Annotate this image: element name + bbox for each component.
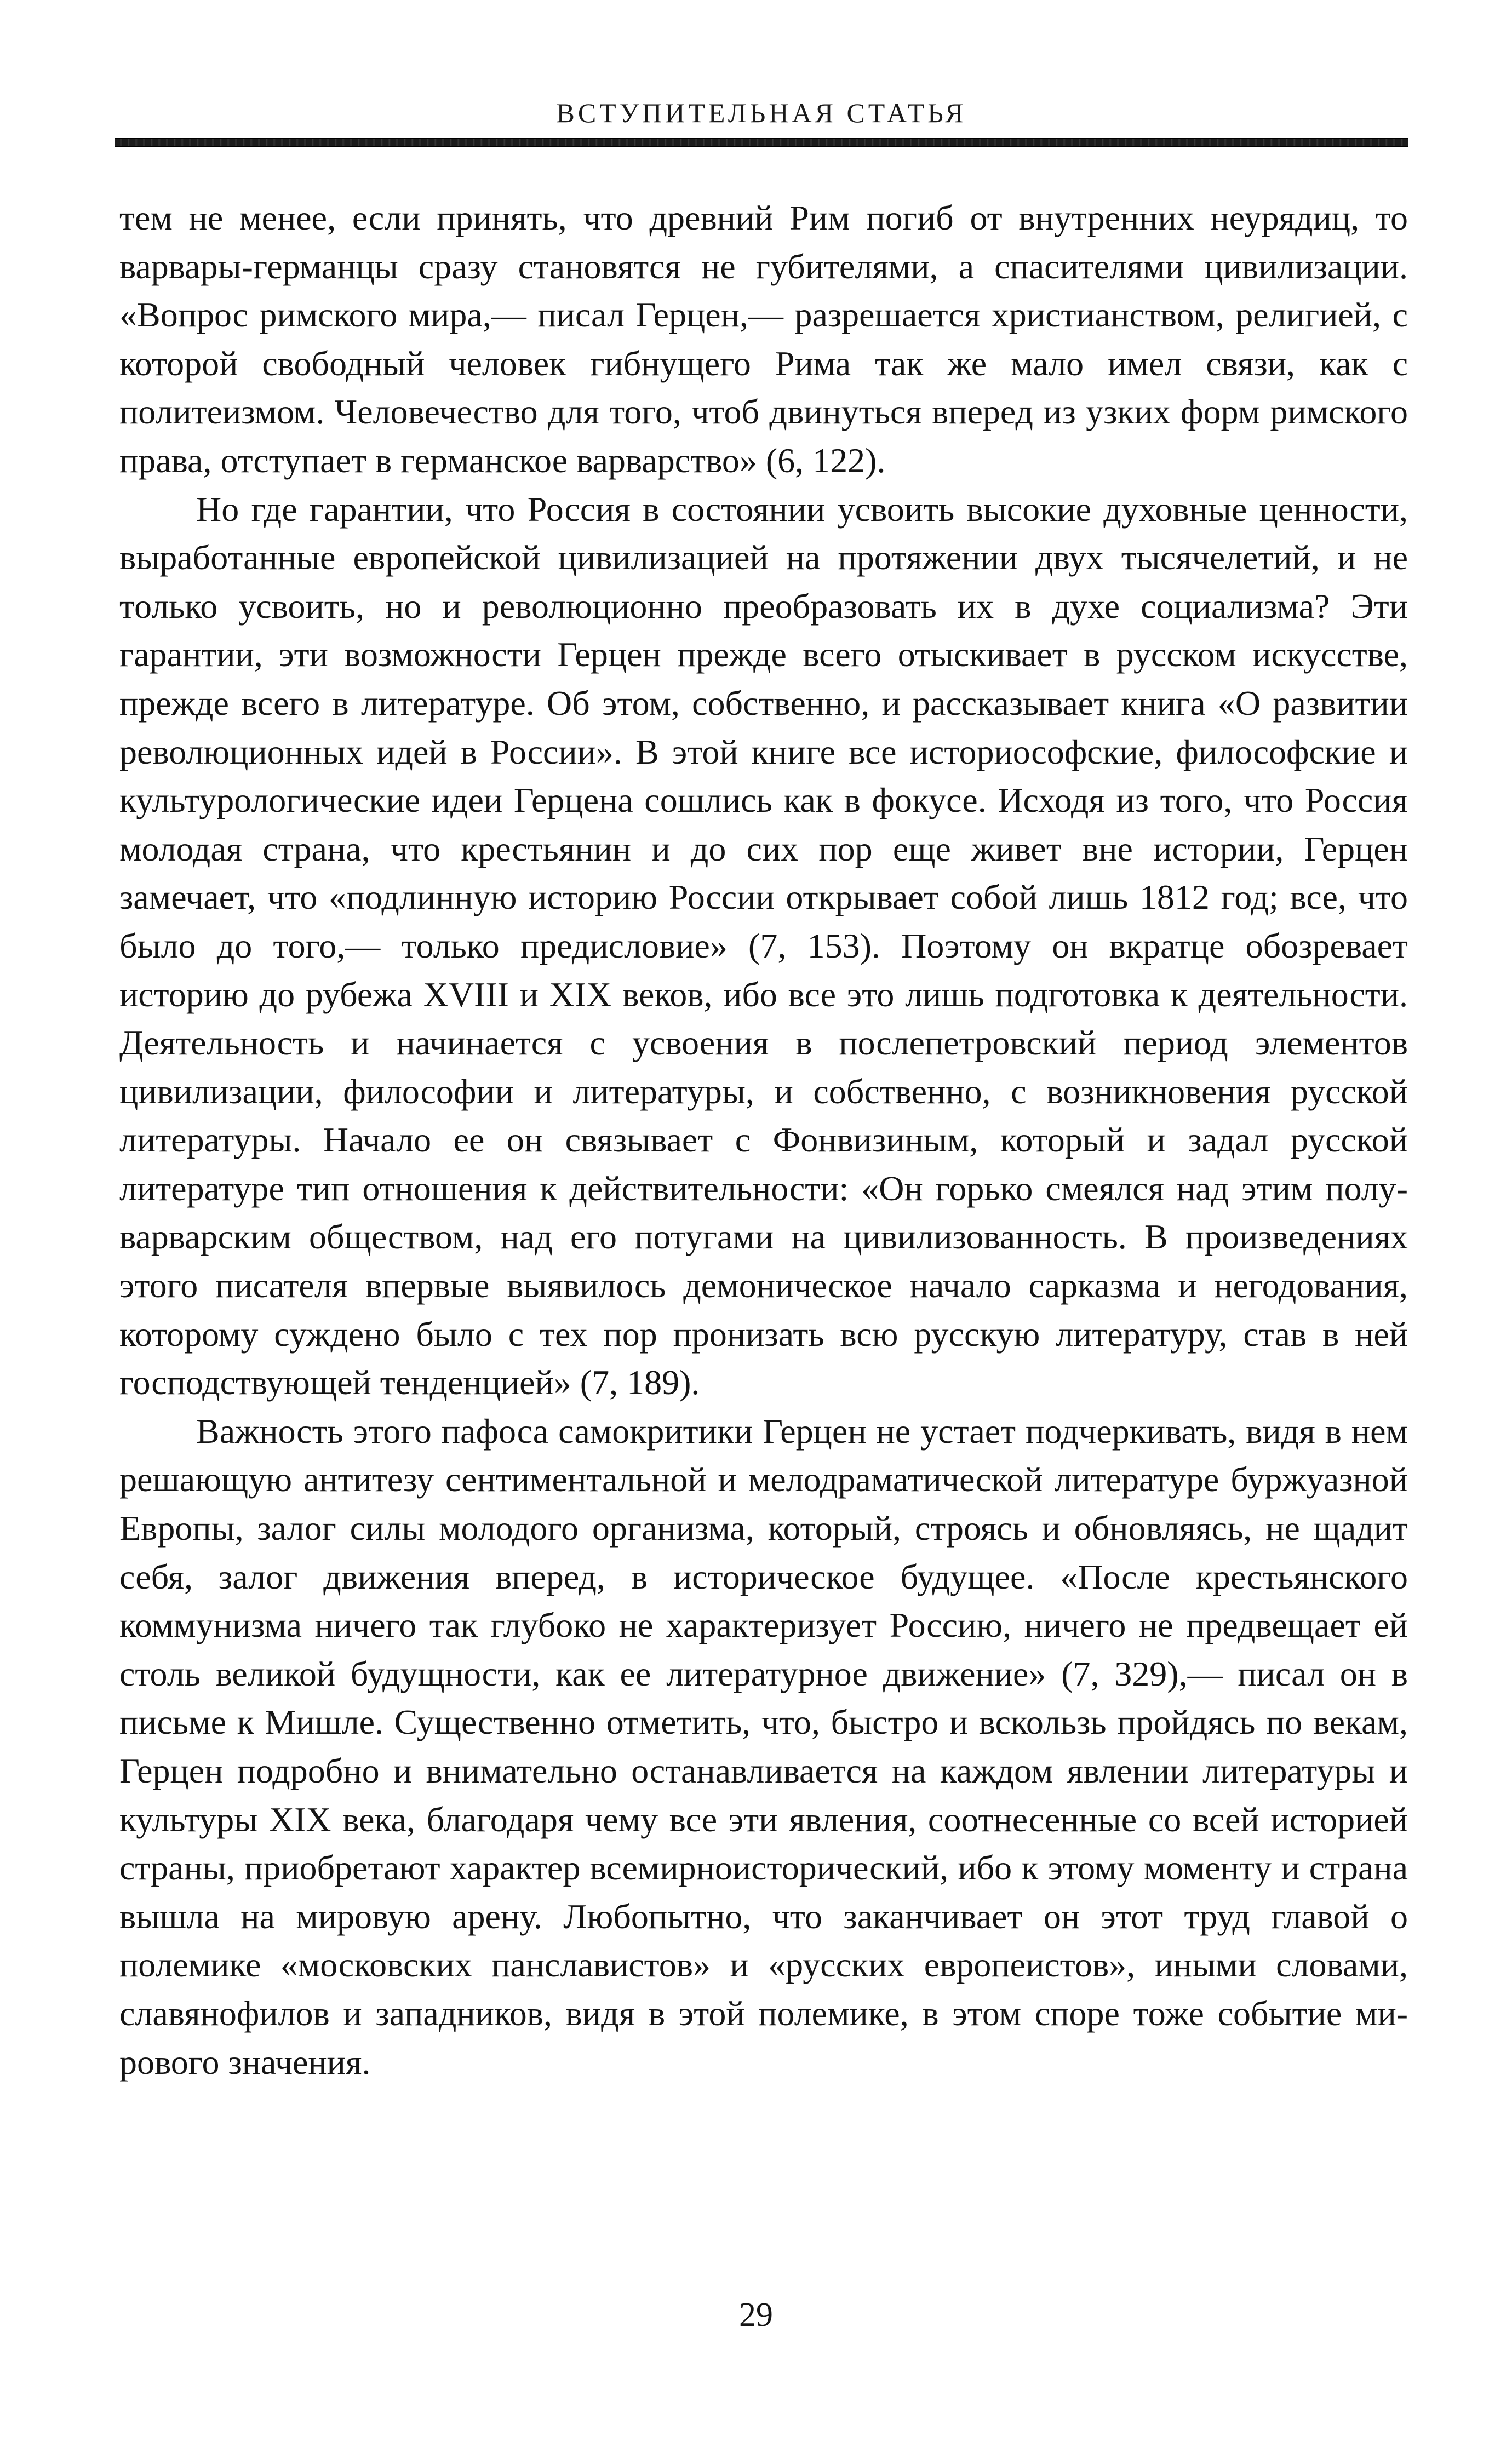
paragraph-continuation: тем не менее, если принять, что древний Рим погиб от внутренних неурядиц, то варвары-германцы сразу становятся не губителями, а спасителями цивилизации. «Вопрос римского мира,— писал Герцен,— разрешается христианством, религией, с которой свободный человек гибнущего Рима так же мало имел связи, как с политеизмом. Человечество для того, чтоб двинуться вперед из узких форм римского права, отступает в германское варварство» (6, 122). — [119, 198, 1408, 480]
paragraph-self-criticism: Важность этого пафоса самокритики Герцен не устает подчеркивать, видя в нем решающую антитезу сентиментальной и мелодраматической литературе буржуазной Европы, залог силы молодого организма, который, строясь и обновляясь, не щадит себя, залог движения вперед, в историческое будущее. «После крестьянского коммунизма ничего так глубоко не характеризует Россию, ничего не предвещает ей столь великой будущности, как ее литературное движение» (7, 329),— писал он в письме к Мишле. Существенно отметить, что, быстро и вскользь пройдясь по векам, Герцен подробно и внимательно останавливается на каждом явлении литературы и культуры XIX века, благодаря чему все эти явления, соотнесенные со всей историей страны, приобретают характер всемирноисторический, ибо к этому моменту и страна вышла на мировую арену. Любопытно, что заканчивает он этот труд главой о полемике «московских панславистов» и «русских европеистов», иными словами, славянофилов и западников, видя в этой полемике, в этом споре тоже событие мирового значения. — [119, 1411, 1408, 2082]
paragraph-russia-guarantees: Но где гарантии, что Россия в состоянии усвоить высокие духовные ценности, выработанные европейской цивилизацией на протяжении двух тысячелетий, и не только усвоить, но и революционно преобразовать их в духе социализма? Эти гарантии, эти возможности Герцен прежде всего отыскивает в русском искусстве, прежде всего в литературе. Об этом, собственно, и рассказывает книга «О развитии революционных идей в России». В этой книге все историософские, философские и культурологические идеи Герцена сошлись как в фокусе. Исходя из того, что Россия молодая страна, что крестьянин и до сих пор еще живет вне истории, Герцен замечает, что «подлинную историю России открывает собой лишь 1812 год; все, что было до того,— только предисловие» (7, 153). Поэтому он вкратце обозревает историю до рубежа XVIII и XIX веков, ибо все это лишь подготовка к деятельности. Деятельность и начинается с усвоения в послепетровский период элементов цивилизации, философии и литературы, и собственно, с возникновения русской литературы. Начало ее он связывает с Фонвизиным, который и задал русской литературе тип отношения к действительности: «Он горько смеялся над этим полуварварским обществом, над его потугами на цивилизованность. В произведениях этого писателя впервые выявилось демоническое начало сарказма и негодования, которому суждено было с тех пор пронизать всю русскую литературу, став в ней господствующей тенденцией» (7, 189). — [119, 489, 1408, 1402]
header-rule — [115, 138, 1408, 147]
body-text — [119, 194, 1408, 2087]
page-number: 29 — [739, 2296, 773, 2334]
running-head-title: ВСТУПИТЕЛЬНАЯ СТАТЬЯ — [556, 98, 967, 128]
